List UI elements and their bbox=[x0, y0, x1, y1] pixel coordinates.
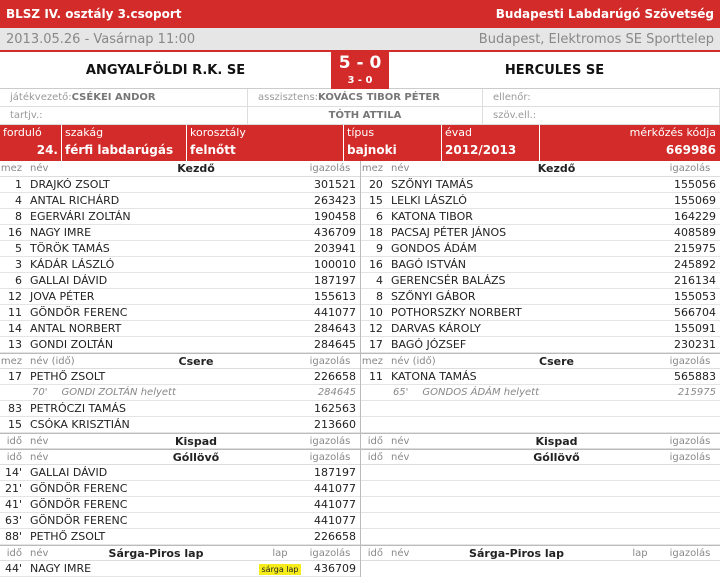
assistant-cell bbox=[248, 89, 483, 107]
section-title: Góllövő bbox=[533, 450, 580, 464]
col-label: név bbox=[391, 451, 410, 463]
player-name[interactable]: GÖNDÖR FERENC bbox=[30, 514, 128, 527]
code-cell bbox=[540, 125, 720, 161]
col-label: mez bbox=[0, 163, 22, 174]
section-title: Kezdő bbox=[177, 162, 215, 175]
section-title: Csere bbox=[539, 354, 574, 368]
round-value: 24. bbox=[36, 143, 58, 157]
table-row bbox=[361, 177, 720, 193]
section-header bbox=[0, 353, 360, 369]
branch-value: férfi labdarúgás bbox=[65, 143, 174, 157]
table-row bbox=[361, 225, 720, 241]
branch-label: szakág bbox=[65, 126, 104, 139]
section-header bbox=[361, 353, 720, 369]
section-header bbox=[0, 433, 360, 449]
player-name[interactable]: DRAJKÓ ZSOLT bbox=[30, 178, 110, 191]
player-name[interactable]: GONDOS ÁDÁM bbox=[390, 242, 477, 255]
table-row bbox=[361, 257, 720, 273]
assistant-label: asszisztens: bbox=[258, 92, 319, 103]
shirt-number: 1 bbox=[15, 178, 22, 191]
col-label: idő bbox=[6, 451, 22, 463]
round-label: forduló bbox=[3, 126, 42, 139]
table-row bbox=[0, 513, 360, 529]
table-row bbox=[361, 321, 720, 337]
substitution-detail bbox=[361, 385, 720, 401]
player-name[interactable]: PETHŐ ZSOLT bbox=[30, 530, 106, 543]
col-label: igazolás bbox=[309, 163, 351, 174]
shirt-number: 83 bbox=[8, 402, 22, 415]
lineups bbox=[0, 161, 720, 577]
shirt-number: 18 bbox=[368, 226, 383, 239]
age-value: felnőtt bbox=[190, 143, 236, 157]
table-row bbox=[361, 305, 720, 321]
substitution-detail bbox=[0, 385, 360, 401]
age-cell bbox=[187, 125, 344, 161]
empty-row bbox=[361, 529, 720, 545]
table-row bbox=[361, 337, 720, 353]
license-id: 226658 bbox=[314, 370, 356, 383]
license-id: 565883 bbox=[674, 370, 716, 383]
code-value: 669986 bbox=[665, 143, 716, 157]
player-name[interactable]: JOVA PÉTER bbox=[30, 290, 95, 303]
table-row bbox=[0, 241, 360, 257]
shirt-number: 8 bbox=[375, 290, 383, 303]
section-header bbox=[0, 449, 360, 465]
table-row bbox=[361, 273, 720, 289]
license-id: 245892 bbox=[674, 258, 716, 271]
table-row bbox=[0, 257, 360, 273]
shirt-number: 17 bbox=[8, 370, 22, 383]
license-id: 215975 bbox=[674, 242, 716, 255]
table-row bbox=[0, 369, 360, 385]
license-id: 216134 bbox=[674, 274, 716, 287]
shirt-number: 9 bbox=[375, 242, 383, 255]
license-id: 263423 bbox=[314, 194, 356, 207]
shirt-number: 6 bbox=[15, 274, 22, 287]
shirt-number: 12 bbox=[8, 290, 22, 303]
col-label: igazolás bbox=[309, 435, 351, 447]
season-label: évad bbox=[445, 126, 473, 139]
date-bar bbox=[0, 28, 720, 52]
shirt-number: 17 bbox=[368, 338, 383, 351]
license-id: 155613 bbox=[314, 290, 356, 303]
table-row bbox=[361, 241, 720, 257]
col-label: név bbox=[30, 547, 49, 559]
type-label: típus bbox=[347, 126, 375, 139]
license-id: 155053 bbox=[674, 290, 716, 303]
section-title: Kispad bbox=[174, 434, 217, 448]
player-name[interactable]: BAGÓ JÓZSEF bbox=[390, 338, 467, 351]
sub-minute: 70' bbox=[32, 387, 48, 398]
round-cell bbox=[0, 125, 62, 161]
section-title: Góllövő bbox=[172, 450, 220, 464]
player-name[interactable]: KATONA TIBOR bbox=[390, 210, 473, 223]
section-header bbox=[361, 449, 720, 465]
shirt-number: 4 bbox=[15, 194, 22, 207]
minute: 63' bbox=[4, 514, 22, 527]
minute: 41' bbox=[4, 498, 22, 511]
player-name[interactable]: GERENCSÉR BALÁZS bbox=[390, 274, 506, 287]
license-id: 436709 bbox=[314, 226, 356, 239]
license-id: 155056 bbox=[674, 178, 716, 191]
card-cell bbox=[256, 562, 304, 575]
empty-row bbox=[361, 513, 720, 529]
license-id: 284645 bbox=[314, 338, 356, 351]
shirt-number: 4 bbox=[375, 274, 383, 287]
license-id: 226658 bbox=[314, 530, 356, 543]
section-title: Kispad bbox=[535, 434, 578, 448]
section-header bbox=[361, 433, 720, 449]
table-row bbox=[0, 193, 360, 209]
table-row bbox=[361, 369, 720, 385]
player-name[interactable]: SZŐNYI TAMÁS bbox=[390, 178, 474, 191]
shirt-number: 13 bbox=[8, 338, 22, 351]
assistant2-name[interactable]: TÓTH ATTILA bbox=[328, 110, 402, 121]
minute: 14' bbox=[4, 466, 22, 479]
yellow-card-badge: sárga lap bbox=[259, 564, 302, 575]
player-name[interactable]: CSÓKA KRISZTIÁN bbox=[30, 418, 130, 431]
section-header bbox=[0, 161, 360, 177]
home-column bbox=[0, 161, 360, 577]
season-cell bbox=[442, 125, 540, 161]
player-name[interactable]: EGERVÁRI ZOLTÁN bbox=[30, 210, 131, 223]
license-id: 100010 bbox=[314, 258, 356, 271]
table-row bbox=[0, 225, 360, 241]
shirt-number: 16 bbox=[8, 226, 22, 239]
player-name[interactable]: ANTAL RICHÁRD bbox=[30, 194, 120, 207]
shirt-number: 15 bbox=[8, 418, 22, 431]
teams-row bbox=[0, 52, 720, 89]
col-label: név (idő) bbox=[391, 355, 436, 367]
table-row bbox=[0, 321, 360, 337]
shirt-number: 10 bbox=[368, 306, 383, 319]
col-label: név bbox=[30, 163, 49, 174]
player-name[interactable]: KÁDÁR LÁSZLÓ bbox=[30, 258, 115, 271]
col-label: lap bbox=[272, 547, 288, 559]
empty-row bbox=[361, 417, 720, 433]
tartj-cell bbox=[0, 107, 248, 125]
minute: 44' bbox=[4, 562, 22, 575]
table-row bbox=[0, 529, 360, 545]
player-name[interactable]: PETHŐ ZSOLT bbox=[30, 370, 106, 383]
player-name[interactable]: SZŐNYI GÁBOR bbox=[390, 290, 476, 303]
player-name[interactable]: GÖNDÖR FERENC bbox=[30, 306, 128, 319]
assistant2-cell bbox=[248, 107, 483, 125]
replaced-id: 284645 bbox=[317, 387, 356, 398]
player-name[interactable]: PACSAJ PÉTER JÁNOS bbox=[390, 226, 507, 239]
section-title: Sárga-Piros lap bbox=[108, 546, 204, 560]
player-name[interactable]: ANTAL NORBERT bbox=[30, 322, 122, 335]
col-label: idő bbox=[6, 435, 22, 447]
empty-row bbox=[361, 497, 720, 513]
type-value: bajnoki bbox=[347, 143, 397, 157]
assistant1-name[interactable]: KOVÁCS TIBOR PÉTER bbox=[318, 92, 440, 103]
table-row bbox=[0, 465, 360, 481]
controller-label: ellenőr: bbox=[493, 92, 531, 103]
col-label: igazolás bbox=[669, 355, 711, 367]
away-team[interactable]: HERCULES SE bbox=[504, 62, 605, 78]
player-name[interactable]: GALLAI DÁVID bbox=[30, 466, 108, 479]
col-label: név bbox=[391, 547, 410, 559]
code-label: mérkőzés kódja bbox=[629, 126, 716, 139]
col-label: név bbox=[30, 451, 49, 463]
match-venue[interactable]: Budapest, Elektromos SE Sporttelep bbox=[478, 31, 714, 47]
player-name[interactable]: BAGÓ ISTVÁN bbox=[390, 258, 467, 271]
col-label: név (idő) bbox=[30, 355, 75, 367]
away-column bbox=[360, 161, 720, 577]
officials-grid bbox=[0, 89, 720, 125]
age-label: korosztály bbox=[190, 126, 246, 139]
table-row bbox=[0, 305, 360, 321]
referee-name[interactable]: CSÉKEI ANDOR bbox=[71, 92, 156, 103]
col-label: mez bbox=[361, 355, 383, 367]
section-header bbox=[361, 161, 720, 177]
player-name[interactable]: GONDI ZOLTÁN bbox=[30, 338, 114, 351]
player-name[interactable]: PETRÓCZI TAMÁS bbox=[30, 402, 126, 415]
col-label: név bbox=[391, 163, 410, 174]
license-id: 408589 bbox=[674, 226, 716, 239]
license-id: 164229 bbox=[674, 210, 716, 223]
player-name[interactable]: NAGY IMRE bbox=[30, 226, 92, 239]
license-id: 441077 bbox=[314, 306, 356, 319]
player-name[interactable]: LELKI LÁSZLÓ bbox=[390, 194, 467, 207]
shirt-number: 11 bbox=[368, 370, 383, 383]
szov-label: szöv.ell.: bbox=[493, 110, 537, 121]
table-row bbox=[0, 561, 360, 577]
col-label: igazolás bbox=[309, 547, 351, 559]
license-id: 301521 bbox=[314, 178, 356, 191]
shirt-number: 12 bbox=[368, 322, 383, 335]
col-label: név bbox=[391, 435, 410, 447]
player-name[interactable]: GÖNDÖR FERENC bbox=[30, 482, 128, 495]
table-row bbox=[0, 177, 360, 193]
minute: 21' bbox=[4, 482, 22, 495]
col-label: igazolás bbox=[669, 451, 711, 463]
col-label: idő bbox=[367, 435, 383, 447]
minute: 88' bbox=[4, 530, 22, 543]
col-label: idő bbox=[6, 547, 22, 559]
table-row bbox=[0, 289, 360, 305]
col-label: idő bbox=[367, 451, 383, 463]
shirt-number: 6 bbox=[375, 210, 383, 223]
section-title: Csere bbox=[178, 354, 214, 368]
license-id: 566704 bbox=[674, 306, 716, 319]
license-id: 284643 bbox=[314, 322, 356, 335]
col-label: név bbox=[30, 435, 49, 447]
col-label: igazolás bbox=[309, 451, 351, 463]
table-row bbox=[0, 401, 360, 417]
shirt-number: 14 bbox=[8, 322, 22, 335]
shirt-number: 16 bbox=[368, 258, 383, 271]
shirt-number: 15 bbox=[368, 194, 383, 207]
col-label: mez bbox=[361, 163, 383, 174]
player-name[interactable]: NAGY IMRE bbox=[30, 562, 92, 575]
shirt-number: 3 bbox=[15, 258, 22, 271]
col-label: mez bbox=[0, 355, 22, 367]
sub-minute: 65' bbox=[392, 387, 409, 398]
col-label: lap bbox=[632, 547, 648, 559]
league-name[interactable]: BLSZ IV. osztály 3.csoport bbox=[6, 7, 182, 21]
license-id: 441077 bbox=[314, 498, 356, 511]
license-id: 213660 bbox=[314, 418, 356, 431]
player-name[interactable]: GÖNDÖR FERENC bbox=[30, 498, 128, 511]
col-label: igazolás bbox=[669, 547, 711, 559]
substitution-text bbox=[24, 387, 304, 398]
table-row bbox=[361, 193, 720, 209]
license-id: 187197 bbox=[314, 274, 356, 287]
col-label: igazolás bbox=[309, 355, 351, 367]
table-row bbox=[0, 497, 360, 513]
empty-row bbox=[361, 401, 720, 417]
shirt-number: 20 bbox=[368, 178, 383, 191]
player-name[interactable]: POTHORSZKY NORBERT bbox=[390, 306, 522, 319]
table-row bbox=[0, 337, 360, 353]
col-label: idő bbox=[367, 547, 383, 559]
section-title: Sárga-Piros lap bbox=[469, 546, 564, 560]
empty-row bbox=[361, 465, 720, 481]
table-row bbox=[0, 209, 360, 225]
season-value: 2012/2013 bbox=[445, 143, 517, 157]
federation-name[interactable]: Budapesti Labdarúgó Szövetség bbox=[495, 7, 714, 21]
player-name[interactable]: KATONA TAMÁS bbox=[390, 370, 477, 383]
license-id: 203941 bbox=[314, 242, 356, 255]
table-row bbox=[0, 481, 360, 497]
substitution-text bbox=[385, 387, 664, 398]
license-id: 230231 bbox=[674, 338, 716, 351]
halftime-score: 3 - 0 bbox=[347, 74, 373, 86]
license-id: 436709 bbox=[314, 562, 356, 575]
license-id: 190458 bbox=[314, 210, 356, 223]
szov-cell bbox=[483, 107, 720, 125]
table-row bbox=[361, 209, 720, 225]
sub-replaced: GONDI ZOLTÁN helyett bbox=[61, 387, 176, 398]
table-row bbox=[361, 289, 720, 305]
table-row bbox=[0, 417, 360, 433]
license-id: 441077 bbox=[314, 482, 356, 495]
section-header bbox=[361, 545, 720, 561]
license-id: 187197 bbox=[314, 466, 356, 479]
tartj-label: tartjv.: bbox=[10, 110, 43, 121]
player-name[interactable]: TÖRÖK TAMÁS bbox=[30, 242, 110, 255]
type-cell bbox=[344, 125, 442, 161]
referee-label: játékvezető: bbox=[10, 92, 72, 103]
match-date: 2013.05.26 - Vasárnap 11:00 bbox=[6, 31, 196, 47]
col-label: igazolás bbox=[669, 163, 711, 174]
col-label: igazolás bbox=[669, 435, 711, 447]
replaced-id: 215975 bbox=[677, 387, 716, 398]
table-row bbox=[0, 273, 360, 289]
license-id: 155069 bbox=[674, 194, 716, 207]
referee-cell bbox=[0, 89, 248, 107]
player-name[interactable]: GALLAI DÁVID bbox=[30, 274, 108, 287]
score-box bbox=[331, 52, 389, 89]
final-score: 5 - 0 bbox=[338, 52, 382, 73]
top-bar bbox=[0, 0, 720, 28]
match-info-bar bbox=[0, 125, 720, 161]
license-id: 441077 bbox=[314, 514, 356, 527]
shirt-number: 8 bbox=[15, 210, 22, 223]
branch-cell bbox=[62, 125, 187, 161]
home-team[interactable]: ANGYALFÖLDI R.K. SE bbox=[85, 62, 246, 78]
empty-row bbox=[361, 481, 720, 497]
player-name[interactable]: DARVAS KÁROLY bbox=[390, 322, 481, 335]
section-header bbox=[0, 545, 360, 561]
shirt-number: 11 bbox=[8, 306, 22, 319]
license-id: 155091 bbox=[674, 322, 716, 335]
controller-cell bbox=[483, 89, 720, 107]
section-title: Kezdő bbox=[537, 162, 576, 175]
shirt-number: 5 bbox=[15, 242, 22, 255]
license-id: 162563 bbox=[314, 402, 356, 415]
sub-replaced: GONDOS ÁDÁM helyett bbox=[422, 387, 539, 398]
